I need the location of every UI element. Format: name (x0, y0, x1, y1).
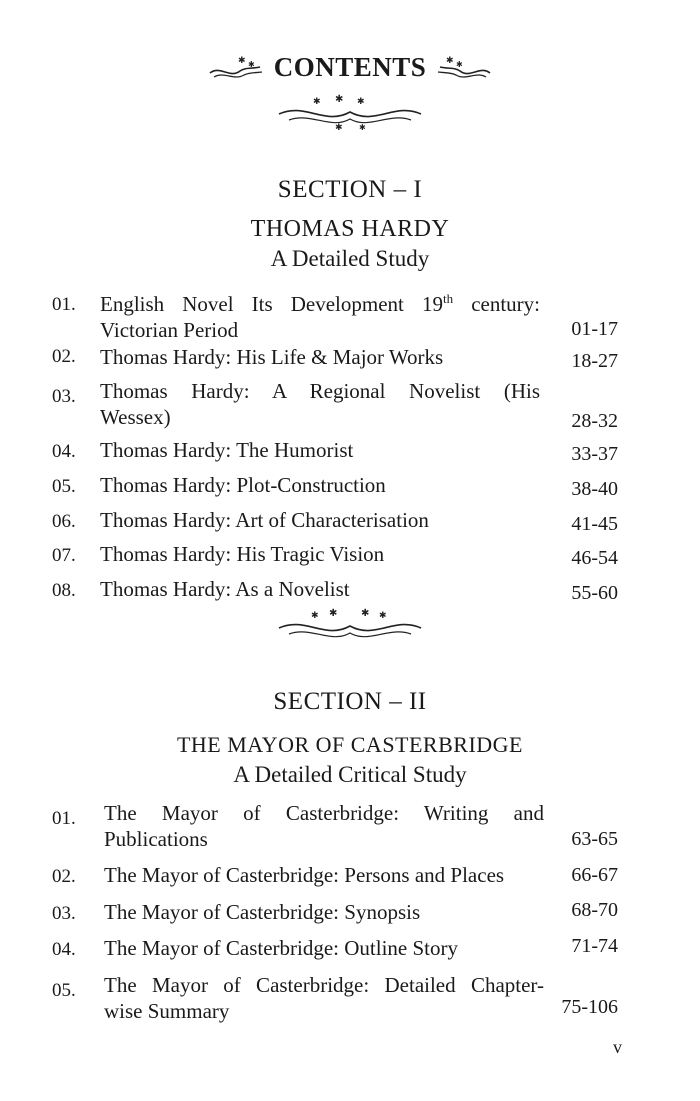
svg-text:✱: ✱ (335, 123, 343, 132)
page-folio: v (613, 1037, 622, 1057)
divider-ornament-icon (0, 92, 700, 132)
entry-number: 02. (52, 866, 76, 887)
entry-pages: 38-40 (571, 478, 618, 500)
svg-text:✱: ✱ (357, 97, 365, 107)
svg-text:✱: ✱ (247, 59, 255, 69)
svg-text:✱: ✱ (311, 611, 319, 621)
entry-title: The Mayor of Casterbridge: Outline Story (104, 936, 459, 960)
entry-pages: 71-74 (571, 935, 618, 957)
entry-pages: 75-106 (561, 996, 618, 1018)
contents-heading (0, 52, 700, 83)
section-2-subtitle: A Detailed Critical Study (233, 762, 467, 787)
entry-title (100, 378, 540, 430)
entry-number: 06. (52, 511, 76, 532)
entry-title (100, 286, 540, 343)
entry-number: 05. (52, 980, 76, 1001)
entry-pages: 68-70 (571, 899, 618, 921)
entry-pages: 55-60 (571, 582, 618, 604)
entry-number: 03. (52, 903, 76, 924)
entry-number: 04. (52, 441, 76, 462)
entry-pages: 63-65 (571, 828, 618, 850)
svg-text:✱: ✱ (329, 608, 338, 619)
entry-title-line: Wessex) (100, 405, 171, 429)
section-2-title: THE MAYOR OF CASTERBRIDGE (176, 732, 523, 757)
entry-title: Thomas Hardy: His Life & Major Works (100, 345, 444, 369)
entry-title: Thomas Hardy: As a Novelist (100, 577, 350, 601)
entry-title-line: English Novel Its Development 19th century: (100, 291, 541, 316)
section-1-title: THOMAS HARDY (250, 216, 450, 242)
entry-pages: 28-32 (571, 410, 618, 432)
entry-number: 07. (52, 545, 76, 566)
entry-title: Thomas Hardy: The Humorist (100, 438, 354, 462)
svg-text:✱: ✱ (335, 94, 344, 105)
section-2-label: SECTION – II (273, 688, 427, 715)
svg-text:✱: ✱ (446, 55, 454, 66)
section-1-subtitle: A Detailed Study (270, 246, 430, 271)
entry-number: 08. (52, 580, 76, 601)
entry-title (104, 800, 544, 852)
divider-ornament-icon (0, 608, 700, 644)
entry-number: 04. (52, 939, 76, 960)
section-1-label: SECTION – I (277, 176, 423, 203)
entry-title-line: wise Summary (104, 999, 230, 1023)
entry-pages: 01-17 (571, 318, 618, 340)
entry-title: Thomas Hardy: Plot-Construction (100, 473, 386, 497)
entry-pages: 33-37 (571, 443, 618, 465)
ordinal-suffix: th (442, 291, 454, 306)
svg-text:✱: ✱ (237, 55, 246, 66)
svg-text:✱: ✱ (359, 123, 366, 132)
contents-title: CONTENTS (273, 52, 427, 82)
svg-text:✱: ✱ (361, 608, 370, 619)
entry-title-line: Thomas Hardy: A Regional Novelist (His (100, 379, 540, 403)
flourish-left-icon (208, 55, 264, 81)
entry-number: 05. (52, 476, 76, 497)
entry-pages: 66-67 (571, 864, 618, 886)
entry-title: Thomas Hardy: Art of Characterisation (100, 508, 429, 532)
entry-number: 01. (52, 808, 76, 829)
svg-text:✱: ✱ (313, 97, 321, 107)
entry-title (104, 972, 544, 1024)
entry-pages: 41-45 (571, 513, 618, 535)
entry-title: The Mayor of Casterbridge: Synopsis (104, 900, 421, 924)
entry-pages: 46-54 (571, 547, 618, 569)
entry-title-line: The Mayor of Casterbridge: Writing and (104, 801, 544, 825)
entry-number: 02. (52, 346, 76, 367)
entry-number: 03. (52, 386, 76, 407)
entry-title-line: The Mayor of Casterbridge: Detailed Chapter- (104, 973, 544, 997)
entry-title: The Mayor of Casterbridge: Persons and Places (104, 863, 505, 887)
entry-title-line: Victorian Period (100, 318, 239, 342)
entry-title: Thomas Hardy: His Tragic Vision (100, 542, 385, 566)
flourish-right-icon (436, 55, 492, 81)
svg-text:✱: ✱ (379, 611, 387, 621)
entry-number: 01. (52, 294, 76, 315)
entry-title-line: Publications (104, 827, 208, 851)
svg-text:✱: ✱ (456, 59, 463, 69)
entry-pages: 18-27 (571, 350, 618, 372)
